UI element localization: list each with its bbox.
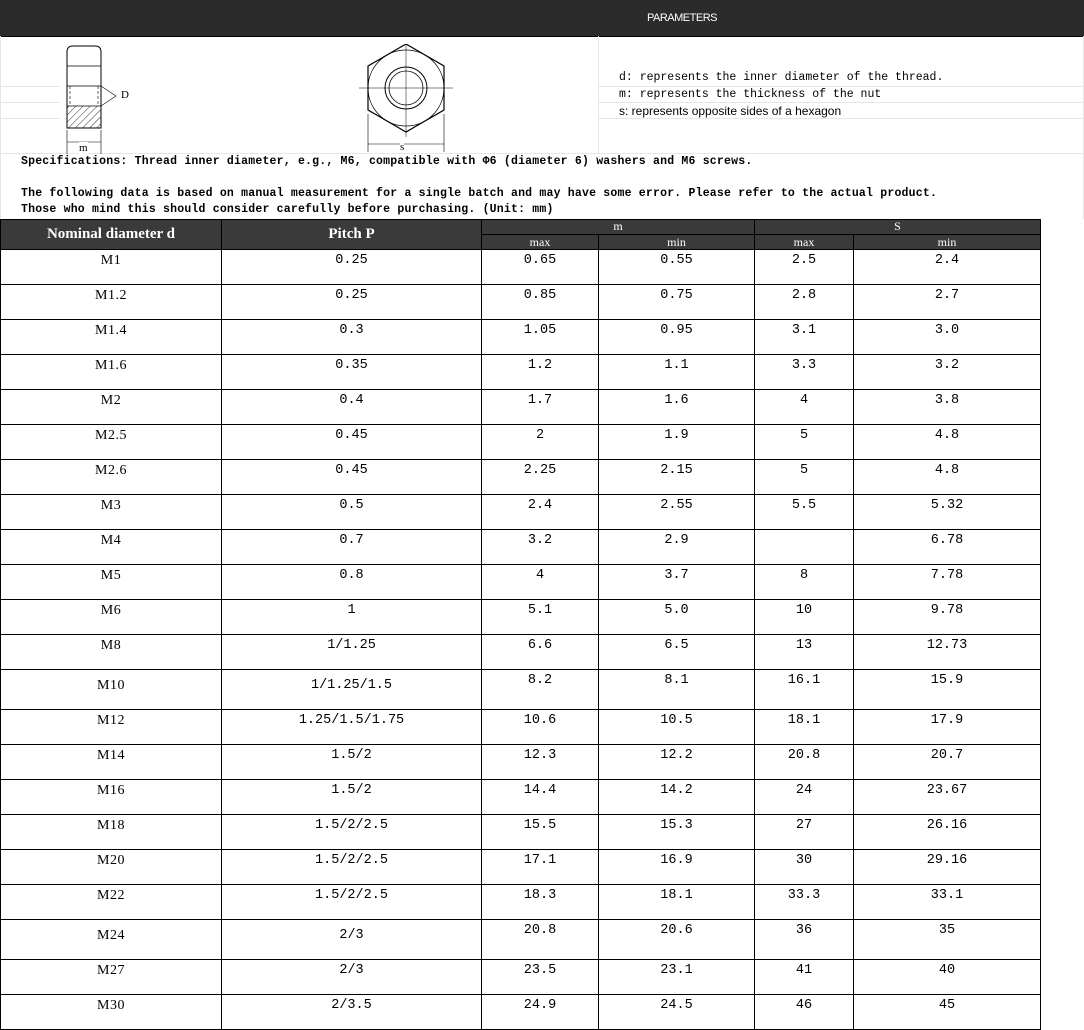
table-row: [1, 460, 1041, 495]
cell-m-max: 24.9: [482, 995, 599, 1030]
cell-m-min: 0.55: [599, 250, 755, 285]
cell-pitch: 0.7: [222, 530, 482, 565]
cell-nominal-diameter: M30: [1, 995, 222, 1030]
cell-s-min: 40: [854, 960, 1041, 995]
table-row: [1, 710, 1041, 745]
cell-s-min: 7.78: [854, 565, 1041, 600]
cell-s-max: 36: [755, 920, 854, 960]
cell-m-max: 18.3: [482, 885, 599, 920]
cell-pitch: 1.5/2: [222, 780, 482, 815]
cell-m-min: 2.15: [599, 460, 755, 495]
cell-nominal-diameter: M22: [1, 885, 222, 920]
cell-m-max: 12.3: [482, 745, 599, 780]
cell-nominal-diameter: M1.6: [1, 355, 222, 390]
cell-nominal-diameter: M12: [1, 710, 222, 745]
table-row: [1, 285, 1041, 320]
cell-s-max: 20.8: [755, 745, 854, 780]
header-group-s: S: [755, 220, 1041, 235]
cell-nominal-diameter: M2.5: [1, 425, 222, 460]
cell-s-min: 5.32: [854, 495, 1041, 530]
cell-m-min: 18.1: [599, 885, 755, 920]
cell-m-max: 1.05: [482, 320, 599, 355]
header-group-m: m: [482, 220, 755, 235]
specifications-note: Specifications: Thread inner diameter, e.g., M6, compatible with Φ6 (diameter 6) washers and M6 screws.: [21, 155, 753, 168]
table-row: [1, 495, 1041, 530]
cell-m-min: 0.75: [599, 285, 755, 320]
cell-m-min: 20.6: [599, 920, 755, 960]
cell-s-max: 30: [755, 850, 854, 885]
cell-m-min: 2.55: [599, 495, 755, 530]
table-row: [1, 565, 1041, 600]
cell-pitch: 0.45: [222, 460, 482, 495]
cell-m-max: 1.2: [482, 355, 599, 390]
cell-s-max: 46: [755, 995, 854, 1030]
cell-s-min: 35: [854, 920, 1041, 960]
cell-m-max: 2: [482, 425, 599, 460]
cell-nominal-diameter: M2.6: [1, 460, 222, 495]
cell-nominal-diameter: M27: [1, 960, 222, 995]
cell-m-max: 2.25: [482, 460, 599, 495]
cell-m-min: 23.1: [599, 960, 755, 995]
cell-pitch: 0.3: [222, 320, 482, 355]
cell-m-max: 0.85: [482, 285, 599, 320]
cell-s-min: 45: [854, 995, 1041, 1030]
cell-m-min: 16.9: [599, 850, 755, 885]
cell-s-min: 26.16: [854, 815, 1041, 850]
header-m-max: max: [482, 235, 599, 250]
cell-pitch: 1.5/2/2.5: [222, 850, 482, 885]
cell-s-max: 13: [755, 635, 854, 670]
cell-s-min: 23.67: [854, 780, 1041, 815]
cell-s-min: 33.1: [854, 885, 1041, 920]
cell-m-max: 6.6: [482, 635, 599, 670]
header-s-max: max: [755, 235, 854, 250]
cell-pitch: 2/3.5: [222, 995, 482, 1030]
cell-nominal-diameter: M16: [1, 780, 222, 815]
cell-pitch: 1/1.25/1.5: [222, 670, 482, 710]
cell-s-max: 8: [755, 565, 854, 600]
cell-m-min: 1.1: [599, 355, 755, 390]
table-row: [1, 885, 1041, 920]
cell-s-min: 3.2: [854, 355, 1041, 390]
cell-s-max: 10: [755, 600, 854, 635]
table-row: [1, 600, 1041, 635]
cell-m-min: 10.5: [599, 710, 755, 745]
cell-m-min: 1.9: [599, 425, 755, 460]
table-row: [1, 920, 1041, 960]
cell-m-max: 17.1: [482, 850, 599, 885]
cell-m-min: 6.5: [599, 635, 755, 670]
cell-s-max: [755, 530, 854, 565]
legend-s: s: represents opposite sides of a hexagon: [619, 104, 842, 118]
cell-s-min: 3.0: [854, 320, 1041, 355]
cell-m-max: 10.6: [482, 710, 599, 745]
table-row: [1, 780, 1041, 815]
cell-pitch: 0.5: [222, 495, 482, 530]
cell-m-max: 0.65: [482, 250, 599, 285]
cell-m-min: 2.9: [599, 530, 755, 565]
cell-m-min: 1.6: [599, 390, 755, 425]
cell-m-max: 20.8: [482, 920, 599, 960]
cell-s-min: 17.9: [854, 710, 1041, 745]
diagram-label-d: D: [121, 89, 129, 101]
cell-s-min: 4.8: [854, 425, 1041, 460]
cell-m-max: 2.4: [482, 495, 599, 530]
cell-s-max: 41: [755, 960, 854, 995]
cell-m-max: 8.2: [482, 670, 599, 710]
legend-d: d: represents the inner diameter of the thread.: [619, 71, 944, 84]
cell-nominal-diameter: M1: [1, 250, 222, 285]
table-row: [1, 390, 1041, 425]
cell-nominal-diameter: M10: [1, 670, 222, 710]
cell-nominal-diameter: M8: [1, 635, 222, 670]
table-row: [1, 250, 1041, 285]
cell-m-max: 5.1: [482, 600, 599, 635]
cell-s-min: 2.7: [854, 285, 1041, 320]
cell-s-max: 5: [755, 425, 854, 460]
cell-m-min: 3.7: [599, 565, 755, 600]
cell-nominal-diameter: M14: [1, 745, 222, 780]
nut-dimension-table: [0, 219, 1041, 1030]
cell-pitch: 1.5/2: [222, 745, 482, 780]
legend-m: m: represents the thickness of the nut: [619, 87, 882, 101]
cell-m-min: 15.3: [599, 815, 755, 850]
legend: [619, 70, 943, 120]
diagram-label-m: m: [79, 142, 88, 154]
cell-pitch: 1.25/1.5/1.75: [222, 710, 482, 745]
cell-m-max: 3.2: [482, 530, 599, 565]
cell-s-max: 33.3: [755, 885, 854, 920]
table-row: [1, 425, 1041, 460]
table-row: [1, 670, 1041, 710]
table-row: [1, 745, 1041, 780]
nut-top-view-diagram: [356, 44, 456, 159]
cell-nominal-diameter: M4: [1, 530, 222, 565]
cell-s-min: 9.78: [854, 600, 1041, 635]
cell-pitch: 2/3: [222, 920, 482, 960]
header-s-min: min: [854, 235, 1041, 250]
cell-nominal-diameter: M20: [1, 850, 222, 885]
cell-m-max: 15.5: [482, 815, 599, 850]
cell-pitch: 1/1.25: [222, 635, 482, 670]
table-row: [1, 530, 1041, 565]
cell-s-min: 15.9: [854, 670, 1041, 710]
cell-m-max: 4: [482, 565, 599, 600]
cell-pitch: 0.8: [222, 565, 482, 600]
cell-pitch: 1.5/2/2.5: [222, 815, 482, 850]
cell-s-min: 20.7: [854, 745, 1041, 780]
cell-nominal-diameter: M2: [1, 390, 222, 425]
disclaimer-line-2: Those who mind this should consider carefully before purchasing. (Unit: mm): [21, 203, 554, 216]
cell-s-max: 5.5: [755, 495, 854, 530]
table-row: [1, 960, 1041, 995]
cell-s-min: 2.4: [854, 250, 1041, 285]
cell-nominal-diameter: M1.2: [1, 285, 222, 320]
nut-side-view-diagram: [60, 44, 140, 159]
cell-s-max: 18.1: [755, 710, 854, 745]
cell-m-max: 14.4: [482, 780, 599, 815]
cell-s-max: 16.1: [755, 670, 854, 710]
cell-m-min: 12.2: [599, 745, 755, 780]
table-row: [1, 635, 1041, 670]
header-bar: [0, 0, 1084, 37]
cell-m-min: 0.95: [599, 320, 755, 355]
table-row: [1, 995, 1041, 1030]
cell-nominal-diameter: M1.4: [1, 320, 222, 355]
cell-s-min: 29.16: [854, 850, 1041, 885]
cell-s-min: 3.8: [854, 390, 1041, 425]
cell-m-min: 14.2: [599, 780, 755, 815]
cell-m-max: 1.7: [482, 390, 599, 425]
cell-nominal-diameter: M18: [1, 815, 222, 850]
cell-s-max: 3.1: [755, 320, 854, 355]
cell-s-max: 27: [755, 815, 854, 850]
cell-pitch: 0.45: [222, 425, 482, 460]
cell-pitch: 0.25: [222, 285, 482, 320]
table-body: [1, 250, 1041, 1030]
cell-m-min: 24.5: [599, 995, 755, 1030]
cell-s-min: 12.73: [854, 635, 1041, 670]
header-m-min: min: [599, 235, 755, 250]
cell-pitch: 2/3: [222, 960, 482, 995]
disclaimer-line-1: The following data is based on manual measurement for a single batch and may have some error. Please refer to the actual product.: [21, 187, 938, 200]
cell-pitch: 0.25: [222, 250, 482, 285]
cell-m-min: 5.0: [599, 600, 755, 635]
cell-s-max: 5: [755, 460, 854, 495]
cell-pitch: 0.35: [222, 355, 482, 390]
cell-s-max: 4: [755, 390, 854, 425]
header-pitch: Pitch P: [222, 220, 482, 250]
cell-s-max: 3.3: [755, 355, 854, 390]
cell-pitch: 1.5/2/2.5: [222, 885, 482, 920]
cell-nominal-diameter: M3: [1, 495, 222, 530]
table-row: [1, 320, 1041, 355]
table-row: [1, 355, 1041, 390]
cell-nominal-diameter: M5: [1, 565, 222, 600]
cell-s-min: 6.78: [854, 530, 1041, 565]
cell-pitch: 1: [222, 600, 482, 635]
header-nominal-diameter: Nominal diameter d: [1, 220, 222, 250]
table-row: [1, 815, 1041, 850]
cell-s-max: 2.8: [755, 285, 854, 320]
cell-s-max: 2.5: [755, 250, 854, 285]
cell-pitch: 0.4: [222, 390, 482, 425]
cell-s-max: 24: [755, 780, 854, 815]
cell-nominal-diameter: M24: [1, 920, 222, 960]
diagram-label-s: s: [400, 141, 405, 153]
table-row: [1, 850, 1041, 885]
cell-m-min: 8.1: [599, 670, 755, 710]
page-title: PARAMETERS: [647, 12, 717, 24]
cell-m-max: 23.5: [482, 960, 599, 995]
cell-nominal-diameter: M6: [1, 600, 222, 635]
cell-s-min: 4.8: [854, 460, 1041, 495]
